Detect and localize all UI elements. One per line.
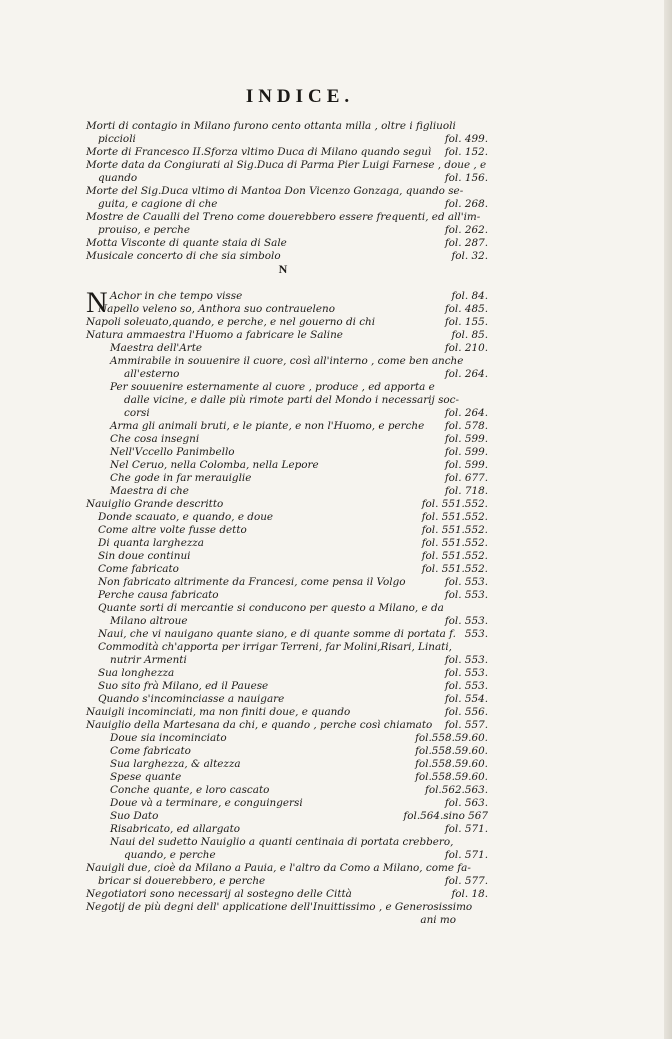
- entry-text: Nauigli incominciati, ma non finiti doue, e quando: [86, 706, 351, 718]
- entry-text: bricar si douerebbero, e perche: [98, 875, 266, 887]
- index-entry: [86, 407, 488, 420]
- entry-text: Napoli soleuato,quando, e perche, e nel gouerno di chi: [86, 316, 376, 328]
- section-letter-n: N: [278, 262, 288, 276]
- entry-folio: fol. 551.552.: [421, 524, 488, 536]
- entry-text: Sua larghezza, & altezza: [110, 758, 241, 770]
- entry-text: Mostre de Caualli del Treno come douerebbero essere frequenti, ed all'im-: [86, 211, 481, 223]
- entry-folio: fol. 677.: [444, 472, 488, 484]
- index-section-m: [86, 120, 488, 263]
- index-entry: [86, 771, 488, 784]
- entry-folio: fol. 551.552.: [421, 563, 488, 575]
- entry-text: Sua longhezza: [98, 667, 175, 679]
- index-entry: [86, 667, 488, 680]
- entry-text: Morte data da Congiurati al Sig.Duca di Parma Pier Luigi Farnese , doue , e: [86, 159, 487, 171]
- entry-text: guita, e cagione di che: [98, 198, 218, 210]
- entry-text: all'esterno: [124, 368, 180, 380]
- entry-folio: fol.558.59.60.: [415, 732, 488, 744]
- index-entry: [86, 615, 488, 628]
- entry-folio: fol.558.59.60.: [415, 758, 488, 770]
- entry-folio: fol. 499.: [444, 133, 488, 145]
- index-entry: [86, 576, 488, 589]
- index-entry: [86, 381, 488, 394]
- entry-folio: fol. 553.: [444, 680, 488, 692]
- entry-text: quando, e perche: [124, 849, 216, 861]
- index-entry: [86, 901, 488, 914]
- index-entry: [86, 459, 488, 472]
- entry-folio: fol.558.59.60.: [415, 771, 488, 783]
- entry-text: Musicale concerto di che sia simbolo: [86, 250, 281, 262]
- entry-folio: fol. 268.: [444, 198, 488, 210]
- entry-text: Come fabricato: [98, 563, 179, 575]
- entry-text: nutrir Armenti: [110, 654, 187, 666]
- entry-text: Commodità ch'apporta per irrigar Terreni, far Molini,Risari, Linati,: [98, 641, 452, 653]
- index-entry: [86, 185, 488, 198]
- entry-text: Perche causa fabricato: [98, 589, 219, 601]
- index-entry: [86, 224, 488, 237]
- index-entry: [86, 719, 488, 732]
- entry-text: Che gode in far merauiglie: [110, 472, 252, 484]
- entry-folio: fol.558.59.60.: [415, 745, 488, 757]
- index-entry: [86, 146, 488, 159]
- entry-text: prouiso, e perche: [98, 224, 190, 236]
- index-entry: [86, 446, 488, 459]
- entry-text: Morte del Sig.Duca vltimo di Mantoa Don Vicenzo Gonzaga, quando se-: [86, 185, 464, 197]
- index-entry: [86, 628, 488, 641]
- entry-text: Nauiglio Grande descritto: [86, 498, 224, 510]
- index-entry: [86, 237, 488, 250]
- drop-cap-n: N: [86, 286, 108, 319]
- index-entry: [86, 836, 488, 849]
- entry-text: Donde scauato, e quando, e doue: [98, 511, 274, 523]
- entry-folio: fol. 85.: [451, 329, 488, 341]
- entry-text: Arma gli animali bruti, e le piante, e non l'Huomo, e perche: [110, 420, 425, 432]
- entry-text: Nell'Vccello Panimbello: [110, 446, 235, 458]
- entry-folio: fol. 264.: [444, 368, 488, 380]
- entry-text: Quante sorti di mercantie si conducono per questo a Milano, e da: [98, 602, 444, 614]
- entry-text: Motta Visconte di quante staia di Sale: [86, 237, 287, 249]
- index-entry: [86, 823, 488, 836]
- index-entry: [86, 498, 488, 511]
- index-entry: [86, 485, 488, 498]
- entry-folio: fol. 571.: [444, 849, 488, 861]
- entry-folio: fol. 563.: [444, 797, 488, 809]
- entry-folio: fol. 554.: [444, 693, 488, 705]
- entry-text: Morti di contagio in Milano furono cento ottanta milla , oltre i figliuoli: [86, 120, 456, 132]
- index-entry: [86, 693, 488, 706]
- index-entry: [86, 758, 488, 771]
- entry-text: Conche quante, e loro cascato: [110, 784, 270, 796]
- index-entry: [86, 888, 488, 901]
- entry-folio: fol. 553.: [444, 589, 488, 601]
- entry-text: Nauiglio della Martesana da chi, e quando , perche così chiamato: [86, 719, 433, 731]
- index-entry: [86, 472, 488, 485]
- entry-text: Ammirabile in souuenire il cuore, così all'interno , come ben anche: [110, 355, 464, 367]
- index-entry: [86, 797, 488, 810]
- entry-folio: fol.564.sino 567: [403, 810, 488, 822]
- index-entry: [86, 537, 488, 550]
- entry-text: Sin doue continui: [98, 550, 191, 562]
- index-entry: [86, 849, 488, 862]
- entry-text: Nauigli due, cioè da Milano a Pauia, e l'altro da Como a Milano, come fa-: [86, 862, 471, 874]
- entry-folio: fol.562.563.: [425, 784, 488, 796]
- index-entry: [86, 745, 488, 758]
- entry-text: Morte di Francesco II.Sforza vltimo Duca di Milano quando seguì: [86, 146, 432, 158]
- entry-folio: fol. 152.: [444, 146, 488, 158]
- entry-folio: fol. 551.552.: [421, 511, 488, 523]
- index-entry: [86, 862, 488, 875]
- index-entry: [86, 602, 488, 615]
- entry-text: Doue và a terminare, e conguingersi: [110, 797, 303, 809]
- entry-text: corsi: [124, 407, 150, 419]
- index-entry: [86, 433, 488, 446]
- entry-text: dalle vicine, e dalle più rimote parti del Mondo i necessarij soc-: [124, 394, 459, 406]
- entry-folio: fol. 553.: [444, 667, 488, 679]
- index-entry: [86, 810, 488, 823]
- entry-folio: fol. 556.: [444, 706, 488, 718]
- index-entry: [86, 420, 488, 433]
- entry-text: Naui del sudetto Nauiglio a quanti centinaia di portata crebbero,: [110, 836, 454, 848]
- index-section-n: [86, 286, 488, 927]
- entry-text: Suo Dato: [110, 810, 159, 822]
- entry-folio: fol. 155.: [444, 316, 488, 328]
- index-entry: [86, 875, 488, 888]
- index-entry: [86, 159, 488, 172]
- index-entry: [86, 198, 488, 211]
- entry-folio: fol. 262.: [444, 224, 488, 236]
- entry-folio: fol. 578.: [444, 420, 488, 432]
- entry-text: Per souuenire esternamente al cuore , produce , ed apporta e: [110, 381, 435, 393]
- entry-text: Spese quante: [110, 771, 182, 783]
- entry-folio: fol. 156.: [444, 172, 488, 184]
- entry-text: Napello veleno so, Anthora suo contraueleno: [98, 303, 335, 315]
- entry-text: Come altre volte fusse detto: [98, 524, 247, 536]
- index-entry: [86, 316, 488, 329]
- entry-text: quando: [98, 172, 138, 184]
- entry-folio: fol. 485.: [444, 303, 488, 315]
- entry-text: Che cosa insegni: [110, 433, 200, 445]
- entry-text: Maestra di che: [110, 485, 189, 497]
- index-entry: [86, 211, 488, 224]
- index-entry: [86, 368, 488, 381]
- entry-text: Nel Ceruo, nella Colomba, nella Lepore: [110, 459, 319, 471]
- entry-text: Negotiatori sono necessarij al sostegno delle Città: [86, 888, 352, 900]
- entry-folio: fol. 551.552.: [421, 537, 488, 549]
- entry-text: Di quanta larghezza: [98, 537, 204, 549]
- entry-folio: fol. 264.: [444, 407, 488, 419]
- page-header: INDICE.: [245, 86, 355, 107]
- entry-folio: 553.: [464, 628, 488, 640]
- index-entry: [86, 680, 488, 693]
- page-edge: [664, 0, 672, 1039]
- index-entry: [86, 914, 488, 927]
- entry-folio: fol. 32.: [451, 250, 488, 262]
- entry-folio: fol. 718.: [444, 485, 488, 497]
- index-entry: [86, 589, 488, 602]
- entry-folio: fol. 287.: [444, 237, 488, 249]
- entry-text: Non fabricato altrimente da Francesi, come pensa il Volgo: [98, 576, 406, 588]
- entry-folio: fol. 599.: [444, 459, 488, 471]
- entry-folio: fol. 577.: [444, 875, 488, 887]
- entry-folio: fol. 210.: [444, 342, 488, 354]
- entry-folio: fol. 84.: [451, 290, 488, 302]
- entry-text: Risabricato, ed allargato: [110, 823, 241, 835]
- index-entry: [86, 524, 488, 537]
- index-entry: [86, 706, 488, 719]
- entry-folio: fol. 553.: [444, 654, 488, 666]
- index-entry: [86, 172, 488, 185]
- entry-text: Doue sia incominciato: [110, 732, 227, 744]
- entry-folio: fol. 551.552.: [421, 550, 488, 562]
- entry-text: Naui, che vi nauigano quante siano, e di quante somme di portata f.: [98, 628, 456, 640]
- entry-folio: fol. 599.: [444, 446, 488, 458]
- entry-folio: fol. 553.: [444, 615, 488, 627]
- index-entry: [86, 394, 488, 407]
- index-entry: [86, 784, 488, 797]
- entry-text: Come fabricato: [110, 745, 191, 757]
- entry-folio: fol. 557.: [444, 719, 488, 731]
- index-entry: [86, 511, 488, 524]
- index-entry: [86, 303, 488, 316]
- entry-folio: fol. 571.: [444, 823, 488, 835]
- entry-text: piccioli: [98, 133, 136, 145]
- index-entry: [86, 342, 488, 355]
- entry-text: ani mo: [420, 914, 456, 926]
- index-entry: [86, 355, 488, 368]
- entry-folio: fol. 599.: [444, 433, 488, 445]
- entry-folio: fol. 553.: [444, 576, 488, 588]
- index-entry: [86, 732, 488, 745]
- index-entry: [86, 290, 488, 303]
- entry-text: Quando s'incominciasse a nauigare: [98, 693, 285, 705]
- entry-folio: fol. 551.552.: [421, 498, 488, 510]
- index-entry: [86, 329, 488, 342]
- entry-text: Negotij de più degni dell' applicatione dell'Inuittissimo , e Generosissimo: [86, 901, 473, 913]
- index-entry: [86, 654, 488, 667]
- entry-text: Achor in che tempo visse: [110, 290, 243, 302]
- entry-text: Natura ammaestra l'Huomo a fabricare le Saline: [86, 329, 343, 341]
- entry-folio: fol. 18.: [451, 888, 488, 900]
- entry-text: Milano altroue: [110, 615, 188, 627]
- index-entry: [86, 641, 488, 654]
- index-entry: [86, 550, 488, 563]
- index-entry: [86, 563, 488, 576]
- index-entry: [86, 133, 488, 146]
- entry-text: Suo sito frà Milano, ed il Pauese: [98, 680, 269, 692]
- index-entry: [86, 120, 488, 133]
- entry-text: Maestra dell'Arte: [110, 342, 203, 354]
